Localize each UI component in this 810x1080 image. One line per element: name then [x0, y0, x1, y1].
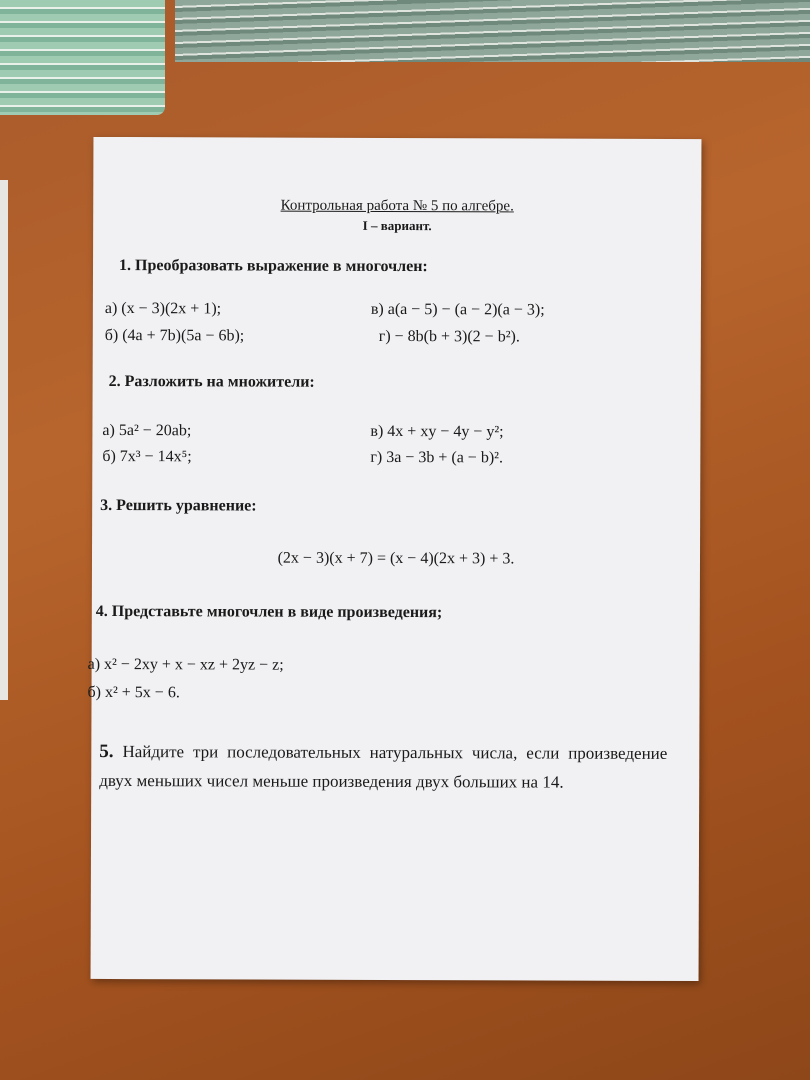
task-3-heading: 3. Решить уравнение:	[100, 496, 257, 515]
task-2-heading: 2. Разложить на множители:	[108, 372, 315, 391]
task-1-item-v: в) a(a − 5) − (a − 2)(a − 3);	[370, 300, 545, 319]
task-4-item-b: б) x² + 5x − 6.	[87, 683, 180, 702]
task-3-equation: (2x − 3)(x + 7) = (x − 4)(2x + 3) + 3.	[277, 549, 515, 568]
task-4-item-a: а) x² − 2xy + x − xz + 2yz − z;	[87, 655, 284, 674]
background-book-stacks	[0, 0, 810, 120]
test-sheet	[87, 137, 702, 981]
notebook-stack-right	[175, 0, 810, 62]
document-title: Контрольная работа № 5 по алгебре.	[280, 197, 514, 215]
task-5	[99, 737, 667, 797]
task-2-item-v: в) 4x + xy − 4y − y²;	[370, 422, 504, 441]
task-1-item-b: б) (4a + 7b)(5a − 6b);	[104, 326, 245, 345]
notebook-stack-left	[0, 0, 165, 115]
task-4-heading: 4. Представьте многочлен в виде произведения;	[95, 602, 443, 622]
task-2-item-g: г) 3a − 3b + (a − b)².	[370, 448, 504, 467]
task-1-heading: 1. Преобразовать выражение в многочлен:	[118, 257, 428, 276]
variant-label: I – вариант.	[362, 217, 432, 234]
task-2-item-a: а) 5a² − 20ab;	[102, 421, 192, 440]
task-2-item-b: б) 7x³ − 14x⁵;	[102, 447, 192, 466]
task-5-number: 5.	[99, 740, 114, 763]
task-1-item-g: г) − 8b(b + 3)(2 − b²).	[378, 327, 520, 346]
task-1-item-a: а) (x − 3)(2x + 1);	[104, 299, 222, 318]
task-5-text: Найдите три последовательных натуральных числа, если произведение двух меньших чисел меньше произведения двух больших на 14.	[99, 742, 668, 792]
adjacent-sheet-edge	[0, 180, 8, 700]
